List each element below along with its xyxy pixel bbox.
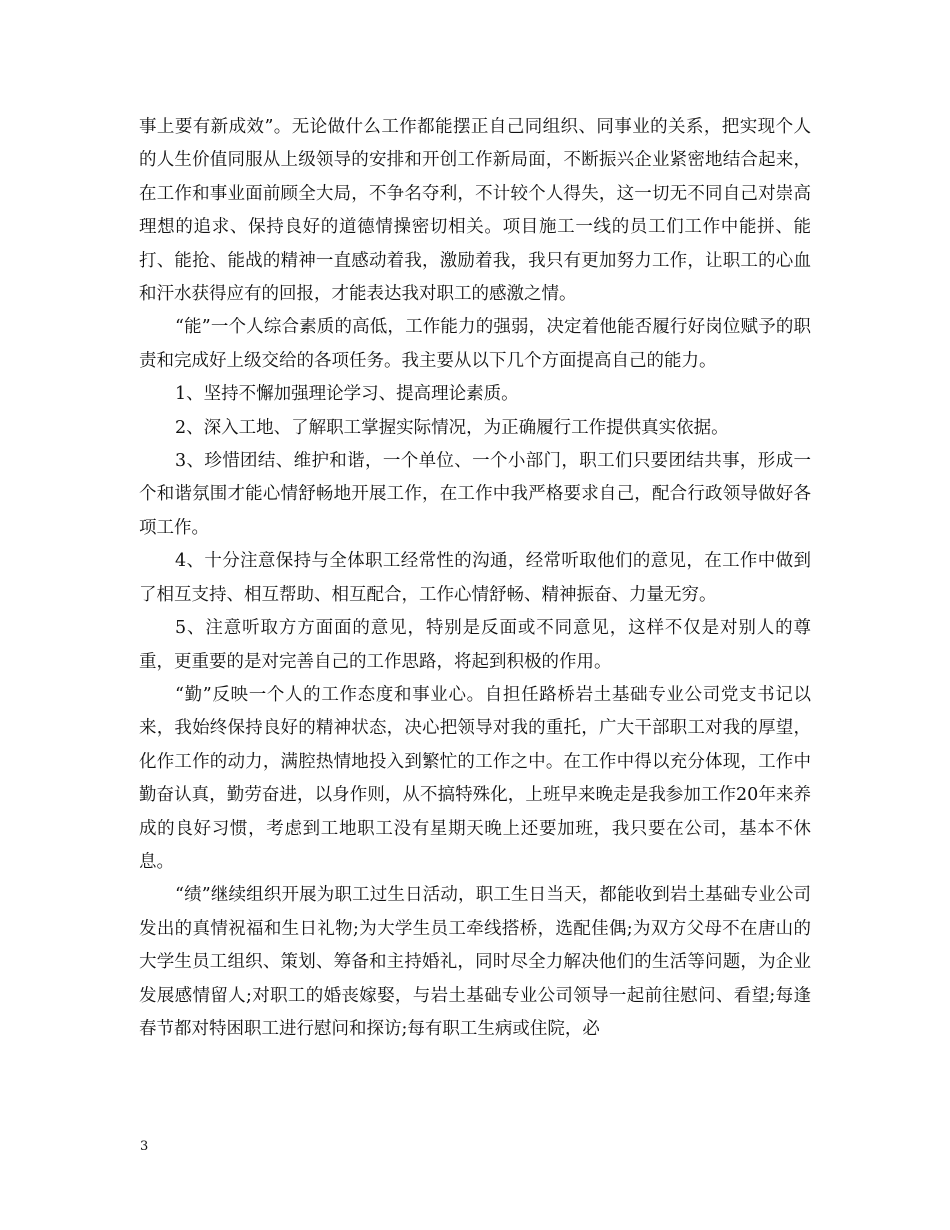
paragraph-7: 5、注意听取方方面面的意见，特别是反面或不同意见，这样不仅是对别人的尊重，更重要的是对完善自己的工作思路，将起到积极的作用。	[139, 618, 811, 672]
paragraph-2: “能”一个人综合素质的高低，工作能力的强弱，决定着他能否履行好岗位赋予的职责和完成好上级交给的各项任务。我主要从以下几个方面提高自己的能力。	[139, 317, 811, 371]
paragraph-4: 2、深入工地、了解职工掌握实际情况，为正确履行工作提供真实依据。	[175, 417, 729, 438]
paragraph-8: “勤”反映一个人的工作态度和事业心。自担任路桥岩土基础专业公司党支书记以来，我始终保持良好的精神状态，决心把领导对我的重托，广大干部职工对我的厚望，化作工作的动力，满腔热情地投入到繁忙的工作之中。在工作中得以充分体现，工作中勤奋认真，勤劳奋进，以身作则，从不搞特殊化，上班早来晚走是我参加工作20年来养成的良好习惯，考虑到工地职工没有星期天晚上还要加班，我只要在公司，基本不休息。	[139, 684, 811, 872]
page-number: 3	[140, 1139, 149, 1154]
document-body	[139, 111, 811, 1046]
paragraph-1: 事上要有新成效”。无论做什么工作都能摆正自己同组织、同事业的关系，把实现个人的人生价值同服从上级领导的安排和开创工作新局面，不断振兴企业紧密地结合起来，在工作和事业面前顾全大局，不争名夺利，不计较个人得失，这一切无不同自己对崇高理想的追求、保持良好的道德情操密切相关。项目施工一线的员工们工作中能拼、能打、能抢、能战的精神一直感动着我，激励着我，我只有更加努力工作，让职工的心血和汗水获得应有的回报，才能表达我对职工的感激之情。	[139, 117, 811, 305]
paragraph-9: “绩”继续组织开展为职工过生日活动，职工生日当天，都能收到岩土基础专业公司发出的真情祝福和生日礼物;为大学生员工牵线搭桥，选配佳偶;为双方父母不在唐山的大学生员工组织、策划、筹备和主持婚礼，同时尽全力解决他们的生活等问题，为企业发展感情留人;对职工的婚丧嫁娶，与岩土基础专业公司领导一起前往慰问、看望;每逢春节都对特困职工进行慰问和探访;每有职工生病或住院，必	[139, 885, 811, 1039]
paragraph-6: 4、十分注意保持与全体职工经常性的沟通，经常听取他们的意见，在工作中做到了相互支持、相互帮助、相互配合，工作心情舒畅、精神振奋、力量无穷。	[139, 551, 811, 605]
paragraph-5: 3、珍惜团结、维护和谐，一个单位、一个小部门，职工们只要团结共事，形成一个和谐氛围才能心情舒畅地开展工作，在工作中我严格要求自己，配合行政领导做好各项工作。	[139, 451, 811, 538]
paragraph-3: 1、坚持不懈加强理论学习、提高理论素质。	[175, 384, 519, 405]
